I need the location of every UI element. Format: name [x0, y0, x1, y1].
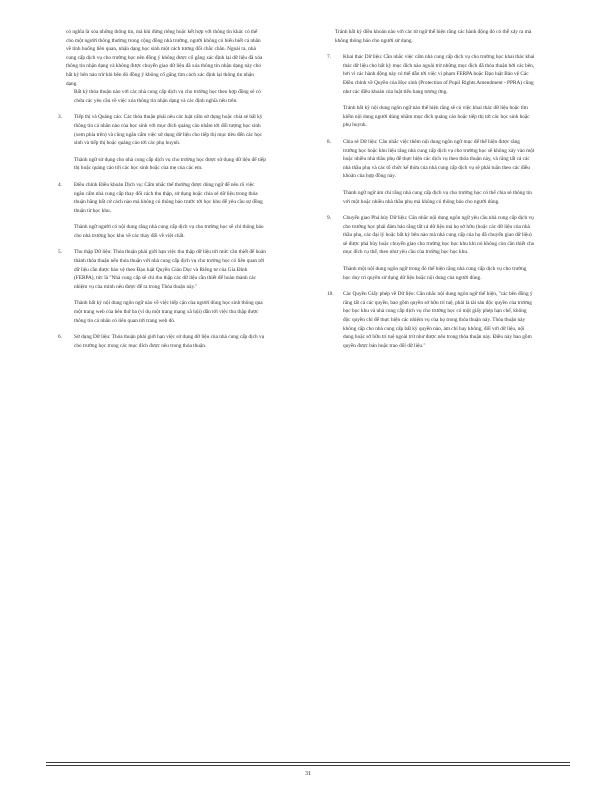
- right-column: [327, 28, 535, 350]
- item-example: Thành ngữ người có nội dung rằng nhà cung cấp dịch vụ cho trường học sẽ chỉ thông báo cho nhà trường học khu về các thay đổi về việt chất.: [74, 224, 264, 239]
- numbered-item: [58, 333, 266, 350]
- item-number: 10.: [327, 291, 334, 298]
- example-paragraph: Bất kỳ thỏa thuận nào với các nhà cung cấp dịch vụ cho trường học theo hợp đồng sẽ có chứa các yêu cầu về việc xóa thông tin nhận dạng và các định nghĩa nêu trên.: [74, 89, 261, 104]
- numbered-item: [58, 113, 266, 173]
- footer-rule: [46, 765, 570, 766]
- item-body: Điều chỉnh Điều khoản Dịch vụ: Cấm nhắc thể thường được dùng ngữ để nêu rõ việc ngăn cấm nhà cung cấp thay đổi cách thu thập, sử dụng hoặc chia sẻ dữ liệu trong thỏa thuận bằng bất cứ cách nào mà không có thông báo trước tới học khu để yêu cầu sự đồng thuận từ học khu.: [74, 181, 263, 214]
- page-number: 31: [305, 771, 311, 777]
- item-body: Các Quyền Giấy phép về Dữ liệu: Cân nhắc nội dung ngôn ngữ thể hiện, "các bên đồng ý rằng tất cả các quyền, bao gồm quyền sở hữu trí tuệ, phải là tài sản độc quyền của trường học học khu và nhà cung cấp dịch vụ cho trường học có một giấy phép hạn chế, không độc quyền chỉ để thực hiện các nhiệm vụ của họ trong thỏa thuận này. Thỏa thuận này không cấp cho nhà cung cấp bất kỳ quyền nào, ám chỉ hay không, đối với dữ liệu, nội dung hoặc sở hữu trí tuệ ngoài trừ như được nêu trong thỏa thuận này. Điều này bao gồm quyền được bán hoặc trao đổi dữ liệu.": [343, 291, 533, 349]
- item-number: 5.: [58, 249, 62, 256]
- numbered-item: [327, 53, 535, 130]
- item-example: Thành bất kỳ nội dung ngôn ngữ nào về việc tiếp cận của người dùng học sinh thông qua một trang web của bên thứ ba (ví dụ một trang mạng xã hội) dẫn tới việc thu thập được thông tin cá nhân có liên quan tới trang web đó.: [74, 300, 263, 324]
- item-number: 4.: [58, 181, 62, 188]
- intro-paragraph: có nghĩa là xóa những thông tin, mà khi đứng riêng hoặc kết hợp với thông tin khác có thể cho một người thông thường trong cộng đồng nhà trường, người không có hiểu biết cá nhân về tình huống liên quan, nhận dạng học sinh một cách tương đối chắc chắn. Ngoài ra, nhà cung cấp dịch vụ cho trường học nên đồng ý không được cố gắng xác định lại dữ liệu đã xóa thông tin nhận dạng và không được chuyển giao dữ liệu đã xóa thông tin nhận dạng này cho bất kỳ bên nào trừ khi bên đó đồng ý không cố gắng tìm cách xác định lại thông tin nhận dạng.: [66, 29, 263, 87]
- item-body: Sử dụng Dữ liệu: Thỏa thuận phải giới hạn việc sử dụng dữ liệu của nhà cung cấp dịch vụ cho trường học trong các mục đích được nêu trong thỏa thuận.: [74, 334, 265, 349]
- item-number: 9.: [327, 215, 331, 222]
- item-number: 6.: [58, 334, 62, 341]
- item-body: Thu thập Dữ liệu: Thỏa thuận phải giới hạn việc thu thập dữ liệu tới mức cần thiết để hoàn thành thỏa thuận nếu thỏa thuận với nhà cung cấp dịch vụ cho trường học có liên quan tới dữ liệu cần được bảo vệ theo Đạo luật Quyền Giáo Dục và Riêng tư của Gia Đình (FERPA), tức là "Nhà cung cấp sẽ chỉ thu thập các dữ liệu cần thiết để hoàn thành các nhiệm vụ của mình nêu được để ra trong Thỏa thuận này.": [74, 249, 266, 290]
- item-body: Khai thác Dữ liệu: Cần nhắc việc cấm nhà cung cấp dịch vụ cho trường học khai thác khai thác dữ liệu cho bất kỳ mục đích nào ngoài trừ những mục đích đã thỏa thuận bởi các bên, bởi vì các hành động này có thể dẫn tới việc vi phạm FERPA hoặc Đạo luật Bảo vệ Các Điều chỉnh về Quyền của Học sinh (Protection of Pupil Rights Amendment - PPRA) cũng như các điều khoản của luật tiểu bang tương ứng.: [343, 54, 535, 95]
- numbered-item: [58, 181, 266, 241]
- numbered-item: [327, 214, 535, 282]
- item-number: 7.: [327, 54, 331, 61]
- numbered-item: [327, 290, 535, 350]
- left-column: [58, 28, 266, 350]
- item-example: Thành một nội dung ngôn ngữ trong đó thể hiện rằng nhà cung cấp dịch vụ cho trường học duy trì quyền sử dụng dữ liệu hoặc nội dung của người dùng.: [343, 266, 527, 281]
- item-body: Chia sẻ Dữ liệu: Cân nhắc việc thêm nội dung ngôn ngữ mục để thể hiện được rằng trường học hoặc khu liệu rằng nhà cung cấp dịch vụ cho trường học sẽ không xảy vào một hoặc nhiều nhà thầu phụ để thực hiện các dịch vụ theo thỏa thuận này, và rằng tất cả các nhà thầu phụ và các tổ chức kế thừa của nhà cung cấp dịch vụ sẽ phải tuân theo các điều khoản của hợp đồng này.: [343, 138, 535, 180]
- item-body: Chuyển giao Phá hủy Dữ liệu: Cân nhắc nội dung ngôn ngữ yêu cầu nhà cung cấp dịch vụ cho trường học phải đảm bảo rằng tất cả dữ liệu mà họ sở hữu (hoặc các dữ liệu của nhà thầu phụ, các đại lý hoặc bất kỳ bên nào mà nhà cung cấp của họ đã chuyển giao dữ liệu) sẽ được phá hủy hoặc chuyển giao cho trường học học khu khi nó không còn cần thiết cho mục đích cụ thể, theo như yêu cầu của trường học học khu.: [343, 215, 535, 256]
- example-paragraph: Tránh bất kỳ điều khoản nào với các từ ngữ thể hiện rằng các hành động đó có thể xảy ra mà không thông báo cho người sử dụng.: [335, 29, 532, 44]
- numbered-item: [58, 248, 266, 325]
- item-body: Tiếp thị và Quảng cáo: Các thỏa thuận phải nêu các luật cấm sử dụng hoặc chia sẻ bất kỳ thông tin cá nhân nào của học sinh với mục đích quảng cáo nhắm tới đối tượng học sinh (xem phía trên) và cũng ngăn cấm việc sử dụng dữ liệu cho tiếp thị mục tiêu đến các học sinh và tiếp thị hoặc quảng cáo tới các phụ huynh.: [74, 114, 263, 147]
- item-number: 3.: [58, 114, 62, 121]
- item-example: Thành ngữ sử dụng cho nhà cung cấp dịch vụ cho trường học được sử dụng dữ liệu để tiếp thị hoặc quảng cáo tới các học sinh hoặc của mẹ của các em.: [74, 156, 266, 172]
- numbered-item: [327, 138, 535, 206]
- footer-rule: [46, 762, 570, 763]
- item-example: Thành ngữ ngữ ám chỉ rằng nhà cung cấp dịch vụ cho trường học có thể chia sẻ thông tin với một hoặc nhiều nhà thầu phụ mà không có thông báo cho người dùng.: [343, 189, 532, 205]
- item-number: 8.: [327, 138, 331, 145]
- item-example: Tránh bất kỳ nội dung ngôn ngữ nào thể hiện rằng sẽ có việc khai thác dữ liệu hoặc tìm kiếm nội dung người dùng nhằm mục đích quảng cáo hoặc tiếp thị tới các học sinh hoặc phụ huynh.: [343, 105, 530, 129]
